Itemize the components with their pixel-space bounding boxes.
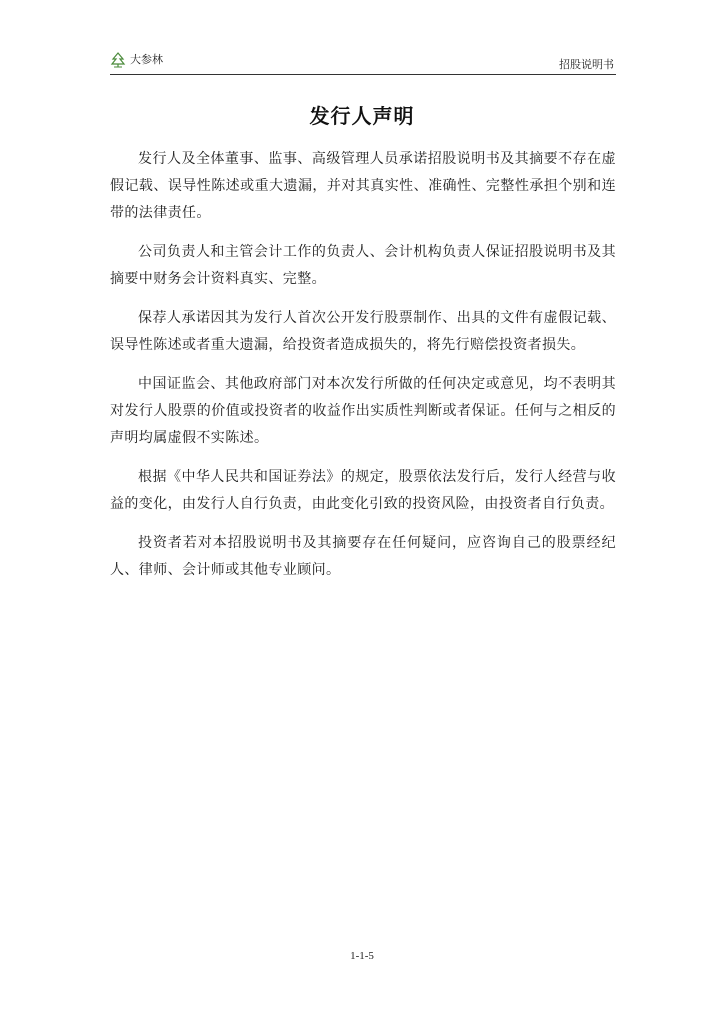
page-number: 1-1-5 (350, 950, 374, 962)
statement-paragraph: 保荐人承诺因其为发行人首次公开发行股票制作、出具的文件有虚假记载、误导性陈述或者重大遗漏，给投资者造成损失的，将先行赔偿投资者损失。 (110, 310, 616, 353)
statement-paragraph: 中国证监会、其他政府部门对本次发行所做的任何决定或意见，均不表明其对发行人股票的价值或投资者的收益作出实质性判断或者保证。任何与之相反的声明均属虚假不实陈述。 (110, 376, 616, 446)
statement-body (110, 146, 616, 596)
company-logo (110, 52, 163, 68)
page-title: 发行人声明 (309, 104, 415, 128)
statement-paragraph: 发行人及全体董事、监事、高级管理人员承诺招股说明书及其摘要不存在虚假记载、误导性陈述或重大遗漏，并对其真实性、准确性、完整性承担个别和连带的法律责任。 (110, 151, 616, 221)
statement-paragraph: 公司负责人和主管会计工作的负责人、会计机构负责人保证招股说明书及其摘要中财务会计资料真实、完整。 (110, 244, 616, 287)
statement-paragraph: 投资者若对本招股说明书及其摘要存在任何疑问，应咨询自己的股票经纪人、律师、会计师或其他专业顾问。 (110, 535, 616, 578)
tree-logo-icon (110, 52, 126, 68)
statement-paragraph: 根据《中华人民共和国证券法》的规定，股票依法发行后，发行人经营与收益的变化，由发行人自行负责，由此变化引致的投资风险，由投资者自行负责。 (110, 469, 616, 512)
document-type-label: 招股说明书 (559, 58, 614, 71)
page-header (110, 52, 616, 75)
company-name: 大参林 (130, 53, 163, 66)
